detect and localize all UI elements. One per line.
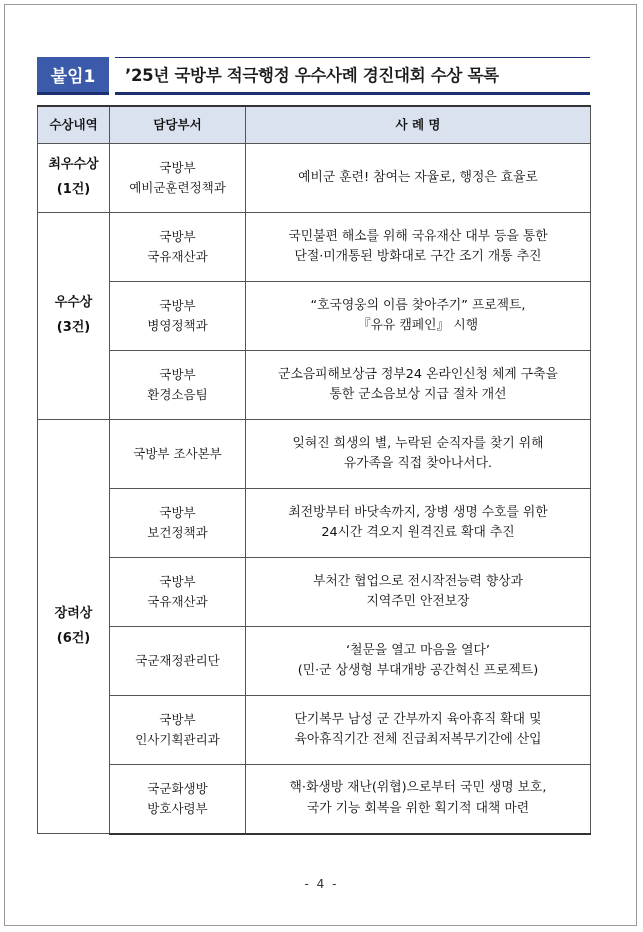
case-title-cell xyxy=(246,420,591,489)
case-title-line: 국민불편 해소를 위해 국유재산 대부 등을 통한 xyxy=(288,228,548,244)
table-row xyxy=(38,144,591,213)
table-row xyxy=(38,627,591,696)
department-line: 보건정책과 xyxy=(147,525,208,540)
attachment-tag: 붙임1 xyxy=(37,57,109,95)
case-title-line: 단절·미개통된 방화대로 구간 조기 개통 추진 xyxy=(294,249,542,264)
case-title-line: 국가 기능 회복을 위한 획기적 대책 마련 xyxy=(306,800,530,816)
case-title-cell xyxy=(246,765,591,834)
case-title-line: 『유유 캠페인』 시행 xyxy=(357,318,479,333)
case-title-line: 육아휴직기간 전체 진급최저복무기간에 산입 xyxy=(294,732,542,747)
case-title-cell xyxy=(246,558,591,627)
case-title-line: 군소음피해보상금 정부24 온라인신청 체계 구축을 xyxy=(278,366,558,382)
table-row xyxy=(38,282,591,351)
department-line: 국군재정관리단 xyxy=(135,653,220,668)
case-title-cell xyxy=(246,489,591,558)
case-title-line: 통한 군소음보상 지급 절차 개선 xyxy=(329,387,507,402)
document-title: ’25년 국방부 적극행정 우수사례 경진대회 수상 목록 xyxy=(125,65,499,85)
department-line: 환경소음팀 xyxy=(147,387,208,402)
table-row xyxy=(38,696,591,765)
department-line: 국방부 xyxy=(159,574,196,589)
department-line: 인사기획관리과 xyxy=(135,732,220,747)
department-line: 국방부 조사본부 xyxy=(133,446,222,461)
case-title-cell xyxy=(246,144,591,213)
case-title-line: 핵·화생방 재난(위협)으로부터 국민 생명 보호, xyxy=(289,780,547,796)
award-count: (3건) xyxy=(56,320,91,335)
award-name: 장려상 xyxy=(54,605,93,621)
department-line: 국방부 xyxy=(159,712,196,727)
department-cell xyxy=(110,765,246,834)
award-count: (1건) xyxy=(56,182,91,197)
case-title-cell xyxy=(246,696,591,765)
table-row xyxy=(38,351,591,420)
department-cell xyxy=(110,558,246,627)
case-title-line: 단기복무 남성 군 간부까지 육아휴직 확대 및 xyxy=(294,711,542,727)
page-number: - 4 - xyxy=(304,877,339,891)
department-line: 국방부 xyxy=(159,298,196,313)
case-title-line: 지역주민 안전보장 xyxy=(366,594,470,609)
department-line: 국군화생방 xyxy=(147,780,208,796)
case-title-line: ‘철문을 열고 마음을 열다’ xyxy=(346,642,490,658)
table-row xyxy=(38,765,591,834)
case-title-line: 예비군 훈련! 참여는 자율로, 행정은 효율로 xyxy=(298,169,538,185)
case-title-line: 24시간 격오지 원격진료 확대 추진 xyxy=(321,525,515,540)
department-line: 국방부 xyxy=(159,367,196,382)
table-row xyxy=(38,420,591,489)
department-line: 국유재산과 xyxy=(147,594,208,609)
awards-table xyxy=(37,105,591,835)
table-row xyxy=(38,558,591,627)
department-line: 국유재산과 xyxy=(147,249,208,264)
case-title-cell xyxy=(246,627,591,696)
department-cell xyxy=(110,696,246,765)
department-cell xyxy=(110,351,246,420)
award-name: 최우수상 xyxy=(48,157,99,173)
awards-table-body xyxy=(38,144,591,834)
table-row xyxy=(38,213,591,282)
department-cell xyxy=(110,420,246,489)
department-line: 방호사령부 xyxy=(147,800,208,816)
department-line: 국방부 xyxy=(159,229,196,244)
column-header-case: 사 례 명 xyxy=(246,106,591,144)
award-name: 우수상 xyxy=(54,295,93,311)
department-cell xyxy=(110,489,246,558)
case-title-line: 잊혀진 희생의 별, 누락된 순직자를 찾기 위해 xyxy=(292,435,544,451)
title-underline xyxy=(115,92,590,95)
case-title-cell xyxy=(246,351,591,420)
department-cell xyxy=(110,627,246,696)
department-line: 병영정책과 xyxy=(147,318,208,333)
table-row xyxy=(38,489,591,558)
column-header-award: 수상내역 xyxy=(38,106,110,144)
department-cell xyxy=(110,282,246,351)
case-title-line: 유가족을 직접 찾아나서다. xyxy=(343,456,493,471)
case-title-line: 최전방부터 바닷속까지, 장병 생명 수호를 위한 xyxy=(288,504,548,520)
case-title-line: “호국영웅의 이름 찾아주기” 프로젝트, xyxy=(310,297,526,313)
award-category-cell xyxy=(38,144,110,213)
department-line: 국방부 xyxy=(159,160,196,175)
table-header-row xyxy=(38,106,591,144)
case-title-line: (민·군 상생형 부대개방 공간혁신 프로젝트) xyxy=(297,663,539,678)
column-header-department: 담당부서 xyxy=(110,106,246,144)
case-title-cell xyxy=(246,213,591,282)
department-line: 국방부 xyxy=(159,505,196,520)
department-cell xyxy=(110,144,246,213)
department-cell xyxy=(110,213,246,282)
document-header xyxy=(37,57,590,95)
award-category-cell xyxy=(38,213,110,420)
award-count: (6건) xyxy=(56,630,91,646)
department-line: 예비군훈련정책과 xyxy=(129,180,226,195)
case-title-cell xyxy=(246,282,591,351)
case-title-line: 부처간 협업으로 전시작전능력 향상과 xyxy=(313,573,523,589)
award-category-cell xyxy=(38,420,110,834)
